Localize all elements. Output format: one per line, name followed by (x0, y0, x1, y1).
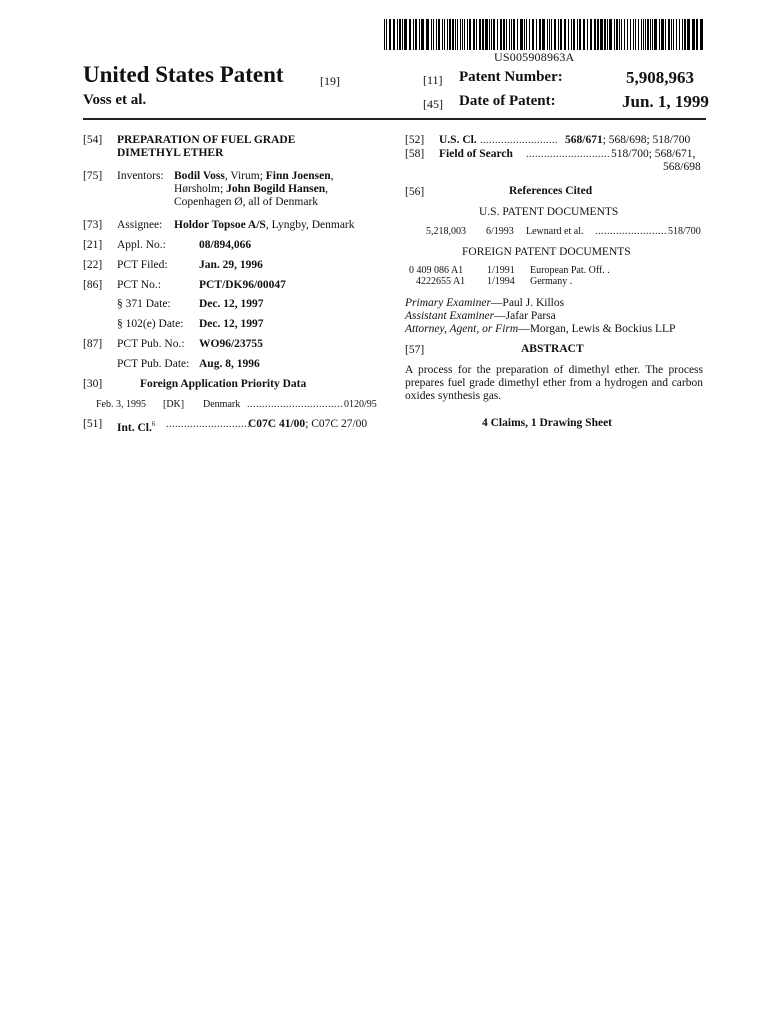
attorney-label: Attorney, Agent, or Firm (405, 323, 519, 335)
s371-label: § 371 Date: (117, 298, 171, 310)
int-cl-superscript: 6 (151, 420, 156, 428)
us-ref-date: 6/1993 (486, 226, 514, 237)
foreign-ref-date: 1/1994 (487, 276, 515, 287)
pct-no-code: [86] (83, 279, 103, 291)
inventor-name: Finn Joensen (265, 170, 331, 182)
priority-date: Feb. 3, 1995 (96, 399, 146, 410)
inventors-label: Inventors: (117, 170, 164, 182)
int-cl-code: [51] (83, 418, 103, 430)
inventors-line1 (174, 170, 334, 183)
us-cl-dots: .......................... (480, 135, 558, 146)
patent-title-heading: United States Patent (83, 62, 284, 87)
appl-no-label: Appl. No.: (117, 239, 166, 251)
title-field-code: [54] (83, 134, 103, 146)
us-ref-number: 5,218,003 (426, 226, 466, 237)
inventor-location: , Virum; (224, 170, 266, 182)
int-cl-dots: ............................ (166, 419, 250, 430)
pct-filed-label: PCT Filed: (117, 259, 168, 271)
us-ref-class: 518/700 (668, 226, 701, 237)
us-cl-label: U.S. Cl. (439, 134, 477, 146)
int-cl-secondary: ; C07C 27/00 (305, 418, 368, 430)
primary-examiner-name: —Paul J. Killos (490, 297, 565, 309)
publication-number: US005908963A (494, 50, 575, 64)
field-search-line1: 518/700; 568/671, (611, 148, 696, 160)
abstract-text: A process for the preparation of dimethyl ether. The process prepares fuel grade dimethyl ether from a hydrogen and carbon oxides synthesis gas. (405, 364, 703, 402)
pct-pub-no-label: PCT Pub. No.: (117, 338, 185, 350)
pct-pub-no-code: [87] (83, 338, 103, 350)
inventor-name: Bodil Voss (174, 170, 225, 182)
authors: Voss et al. (83, 92, 147, 108)
pct-no-value: PCT/DK96/00047 (199, 279, 286, 291)
pct-filed-value: Jan. 29, 1996 (199, 259, 263, 271)
field-search-label: Field of Search (439, 148, 513, 160)
us-cl-secondary: ; 568/698; 518/700 (602, 134, 691, 146)
pct-pub-date-value: Aug. 8, 1996 (199, 358, 260, 370)
int-cl-value (248, 418, 367, 431)
foreign-ref-date: 1/1991 (487, 265, 515, 276)
us-patents-heading: U.S. PATENT DOCUMENTS (479, 206, 619, 218)
pct-pub-no-value: WO96/23755 (199, 338, 263, 350)
us-cl-primary: 568/671 (565, 134, 603, 146)
int-cl-label-wrap (117, 418, 155, 435)
priority-country-code: [DK] (163, 399, 185, 410)
barcode (384, 19, 704, 50)
inventors-code: [75] (83, 170, 103, 182)
assistant-examiner-label: Assistant Examiner (405, 310, 495, 322)
priority-dots: ................................ (247, 399, 343, 410)
appl-no-code: [21] (83, 239, 103, 251)
s102e-value: Dec. 12, 1997 (199, 318, 264, 330)
assignee-code: [73] (83, 219, 103, 231)
date-of-patent-label: Date of Patent: (459, 93, 556, 109)
foreign-priority-code: [30] (83, 378, 103, 390)
pct-filed-code: [22] (83, 259, 103, 271)
assignee-location: , Lyngby, Denmark (265, 219, 355, 231)
assignee-name: Holdor Topsoe A/S (174, 219, 266, 231)
patent-number-value: 5,908,963 (626, 68, 694, 87)
int-cl-primary: C07C 41/00 (248, 418, 306, 430)
references-code: [56] (405, 186, 425, 198)
priority-number: 0120/95 (344, 399, 377, 410)
date-of-patent-value: Jun. 1, 1999 (622, 92, 709, 111)
primary-examiner (405, 297, 564, 310)
s102e-label: § 102(e) Date: (117, 318, 184, 330)
assignee-label: Assignee: (117, 219, 163, 231)
pct-pub-date-label: PCT Pub. Date: (117, 358, 190, 370)
appl-no-value: 08/894,066 (199, 239, 252, 251)
foreign-ref-office: Germany . (530, 276, 573, 287)
foreign-patents-heading: FOREIGN PATENT DOCUMENTS (462, 246, 631, 258)
patent-number-code: [11] (423, 73, 443, 87)
foreign-priority-heading: Foreign Application Priority Data (140, 378, 307, 390)
assistant-examiner (405, 310, 556, 323)
date-of-patent-code: [45] (423, 97, 443, 111)
field-search-code: [58] (405, 148, 425, 160)
invention-title-line2: DIMETHYL ETHER (117, 147, 224, 159)
pct-no-label: PCT No.: (117, 279, 161, 291)
us-cl-value (565, 134, 690, 147)
priority-country: Denmark (203, 399, 241, 410)
assistant-examiner-name: —Jafar Parsa (494, 310, 556, 322)
us-ref-name: Lewnard et al. (526, 226, 584, 237)
attorney (405, 323, 675, 336)
us-cl-code: [52] (405, 134, 425, 146)
attorney-name: —Morgan, Lewis & Bockius LLP (518, 323, 676, 335)
field-search-line2: 568/698 (663, 161, 701, 173)
patent-number-label: Patent Number: (459, 69, 563, 85)
claims-summary: 4 Claims, 1 Drawing Sheet (482, 417, 613, 429)
header-rule (83, 118, 706, 120)
primary-examiner-label: Primary Examiner (405, 297, 491, 309)
foreign-ref-office: European Pat. Off. . (530, 265, 610, 276)
references-heading: References Cited (509, 185, 593, 197)
assignee-value (174, 219, 355, 232)
separator: , (325, 183, 329, 195)
us-ref-dots: ........................ (595, 226, 667, 237)
abstract-code: [57] (405, 344, 425, 356)
inventors-line2 (174, 183, 328, 196)
s371-value: Dec. 12, 1997 (199, 298, 264, 310)
title-code: [19] (320, 74, 340, 88)
inventor-name: John Bogild Hansen (226, 183, 326, 195)
int-cl-label: Int. Cl. (117, 421, 152, 434)
separator: , (330, 170, 334, 182)
foreign-ref-number: 0 409 086 A1 (409, 265, 464, 276)
field-search-dots: ............................ (526, 149, 610, 160)
abstract-heading: ABSTRACT (521, 343, 584, 355)
foreign-ref-number: 4222655 A1 (416, 276, 466, 287)
inventor-location: Hørsholm; (174, 183, 227, 195)
invention-title-line1: PREPARATION OF FUEL GRADE (117, 134, 296, 146)
inventors-line3: Copenhagen Ø, all of Denmark (174, 196, 319, 208)
